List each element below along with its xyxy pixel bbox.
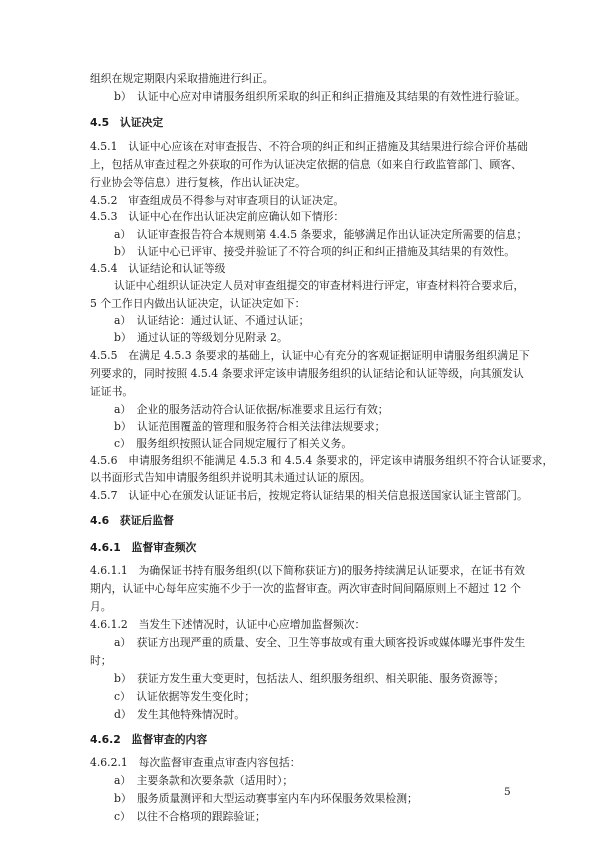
- text-line: 月。: [90, 600, 112, 613]
- text-line: 4.5.2 审查组成员不得参与对审查项目的认证决定。: [90, 194, 345, 207]
- text-line: 以书面形式告知申请服务组织并说明其未通过认证的原因。: [90, 471, 371, 484]
- list-item: c） 以往不合格项的跟踪验证；: [114, 810, 266, 823]
- page-number: 5: [504, 786, 511, 798]
- text-line: 4.6.1.1 为确保证书持有服务组织(以下简称获证方)的服务持续满足认证要求，在证书有效: [90, 564, 525, 577]
- text-line: 行业协会等信息）进行复核，作出认证决定。: [90, 176, 306, 189]
- list-item: b） 获证方发生重大变更时，包括法人、组织服务组织、相关职能、服务资源等；: [114, 672, 505, 685]
- text-line: 证证书。: [90, 385, 134, 398]
- text-line: 4.5.3 认证中心在作出认证决定前应确认如下情形：: [90, 210, 345, 223]
- list-item: d） 发生其他特殊情况时。: [114, 708, 246, 721]
- text-line: 5 个工作日内做出认证决定，认证决定如下：: [90, 297, 306, 310]
- list-item: b） 通过认证的等级划分见附录 2。: [114, 331, 288, 344]
- section-heading: 4.6 获证后监督: [90, 514, 174, 527]
- list-item: a） 获证方出现严重的质量、安全、卫生等事故或有重大顾客投诉或媒体曝光事件发生: [114, 636, 526, 649]
- text-line: 4.5.5 在满足 4.5.3 条要求的基础上，认证中心有充分的客观证据证明申请服务组织满足下: [90, 349, 530, 362]
- list-item: b） 服务质量测评和大型运动赛事室内车内环保服务效果检测；: [114, 792, 418, 805]
- text-line: 4.6.1.2 当发生下述情况时，认证中心应增加监督频次：: [90, 618, 366, 631]
- list-item: a） 企业的服务活动符合认证依据/标准要求且运行有效；: [114, 403, 389, 416]
- list-item: a） 认证结论：通过认证、不通过认证；: [114, 314, 310, 327]
- list-item: b） 认证范围覆盖的管理和服务符合相关法律法规要求；: [114, 420, 386, 433]
- list-item: b） 认证中心应对申请服务组织所采取的纠正和纠正措施及其结果的有效性进行验证。: [114, 90, 526, 103]
- text-line: 认证中心组织认证决定人员对审查组提交的审查材料进行评定，审查材料符合要求后，: [114, 279, 525, 292]
- subsection-heading: 4.5.4 认证结论和认证等级: [90, 262, 226, 275]
- text-line: 期内，认证中心每年应实施不少于一次的监督审查。两次审查时间间隔原则上不超过 12 个: [90, 582, 521, 595]
- list-item: a） 主要条款和次要条款（适用时）；: [114, 774, 294, 787]
- text-line: 组织在规定期限内采取措施进行纠正。: [90, 72, 274, 85]
- text-line: 4.5.1 认证中心应该在对审查报告、不符合项的纠正和纠正措施及其结果进行综合评价基础: [90, 140, 528, 153]
- text-line: 4.5.7 认证中心在颁发认证证书后，按规定将认证结果的相关信息报送国家认证主管部门。: [90, 489, 528, 502]
- text-line: 上，包括从审查过程之外获取的可作为认证决定依据的信息（如来自行政监管部门、顾客、: [90, 158, 522, 171]
- section-heading: 4.5 认证决定: [90, 116, 164, 129]
- subsection-heading: 4.6.2 监督审查的内容: [90, 733, 208, 746]
- text-line: 4.6.2.1 每次监督审查重点审查内容包括：: [90, 756, 301, 769]
- list-item: c） 认证依据等发生变化时；: [114, 690, 256, 703]
- text-line: 4.5.6 申请服务组织不能满足 4.5.3 和 4.5.4 条要求的，评定该申请服务组织不符合认证要求，: [90, 454, 554, 467]
- text-line: 列要求的，同时按照 4.5.4 条要求评定该申请服务组织的认证结论和认证等级，向其颁发认: [90, 367, 524, 380]
- list-item: b） 认证中心已评审、接受并验证了不符合项的纠正和纠正措施及其结果的有效性。: [114, 245, 515, 258]
- text-line: 时；: [90, 654, 112, 667]
- list-item: a） 认证审查报告符合本规则第 4.4.5 条要求，能够满足作出认证决定所需要的信息；: [114, 228, 528, 241]
- list-item: c） 服务组织按照认证合同规定履行了相关义务。: [114, 437, 353, 450]
- subsection-heading: 4.6.1 监督审查频次: [90, 541, 197, 554]
